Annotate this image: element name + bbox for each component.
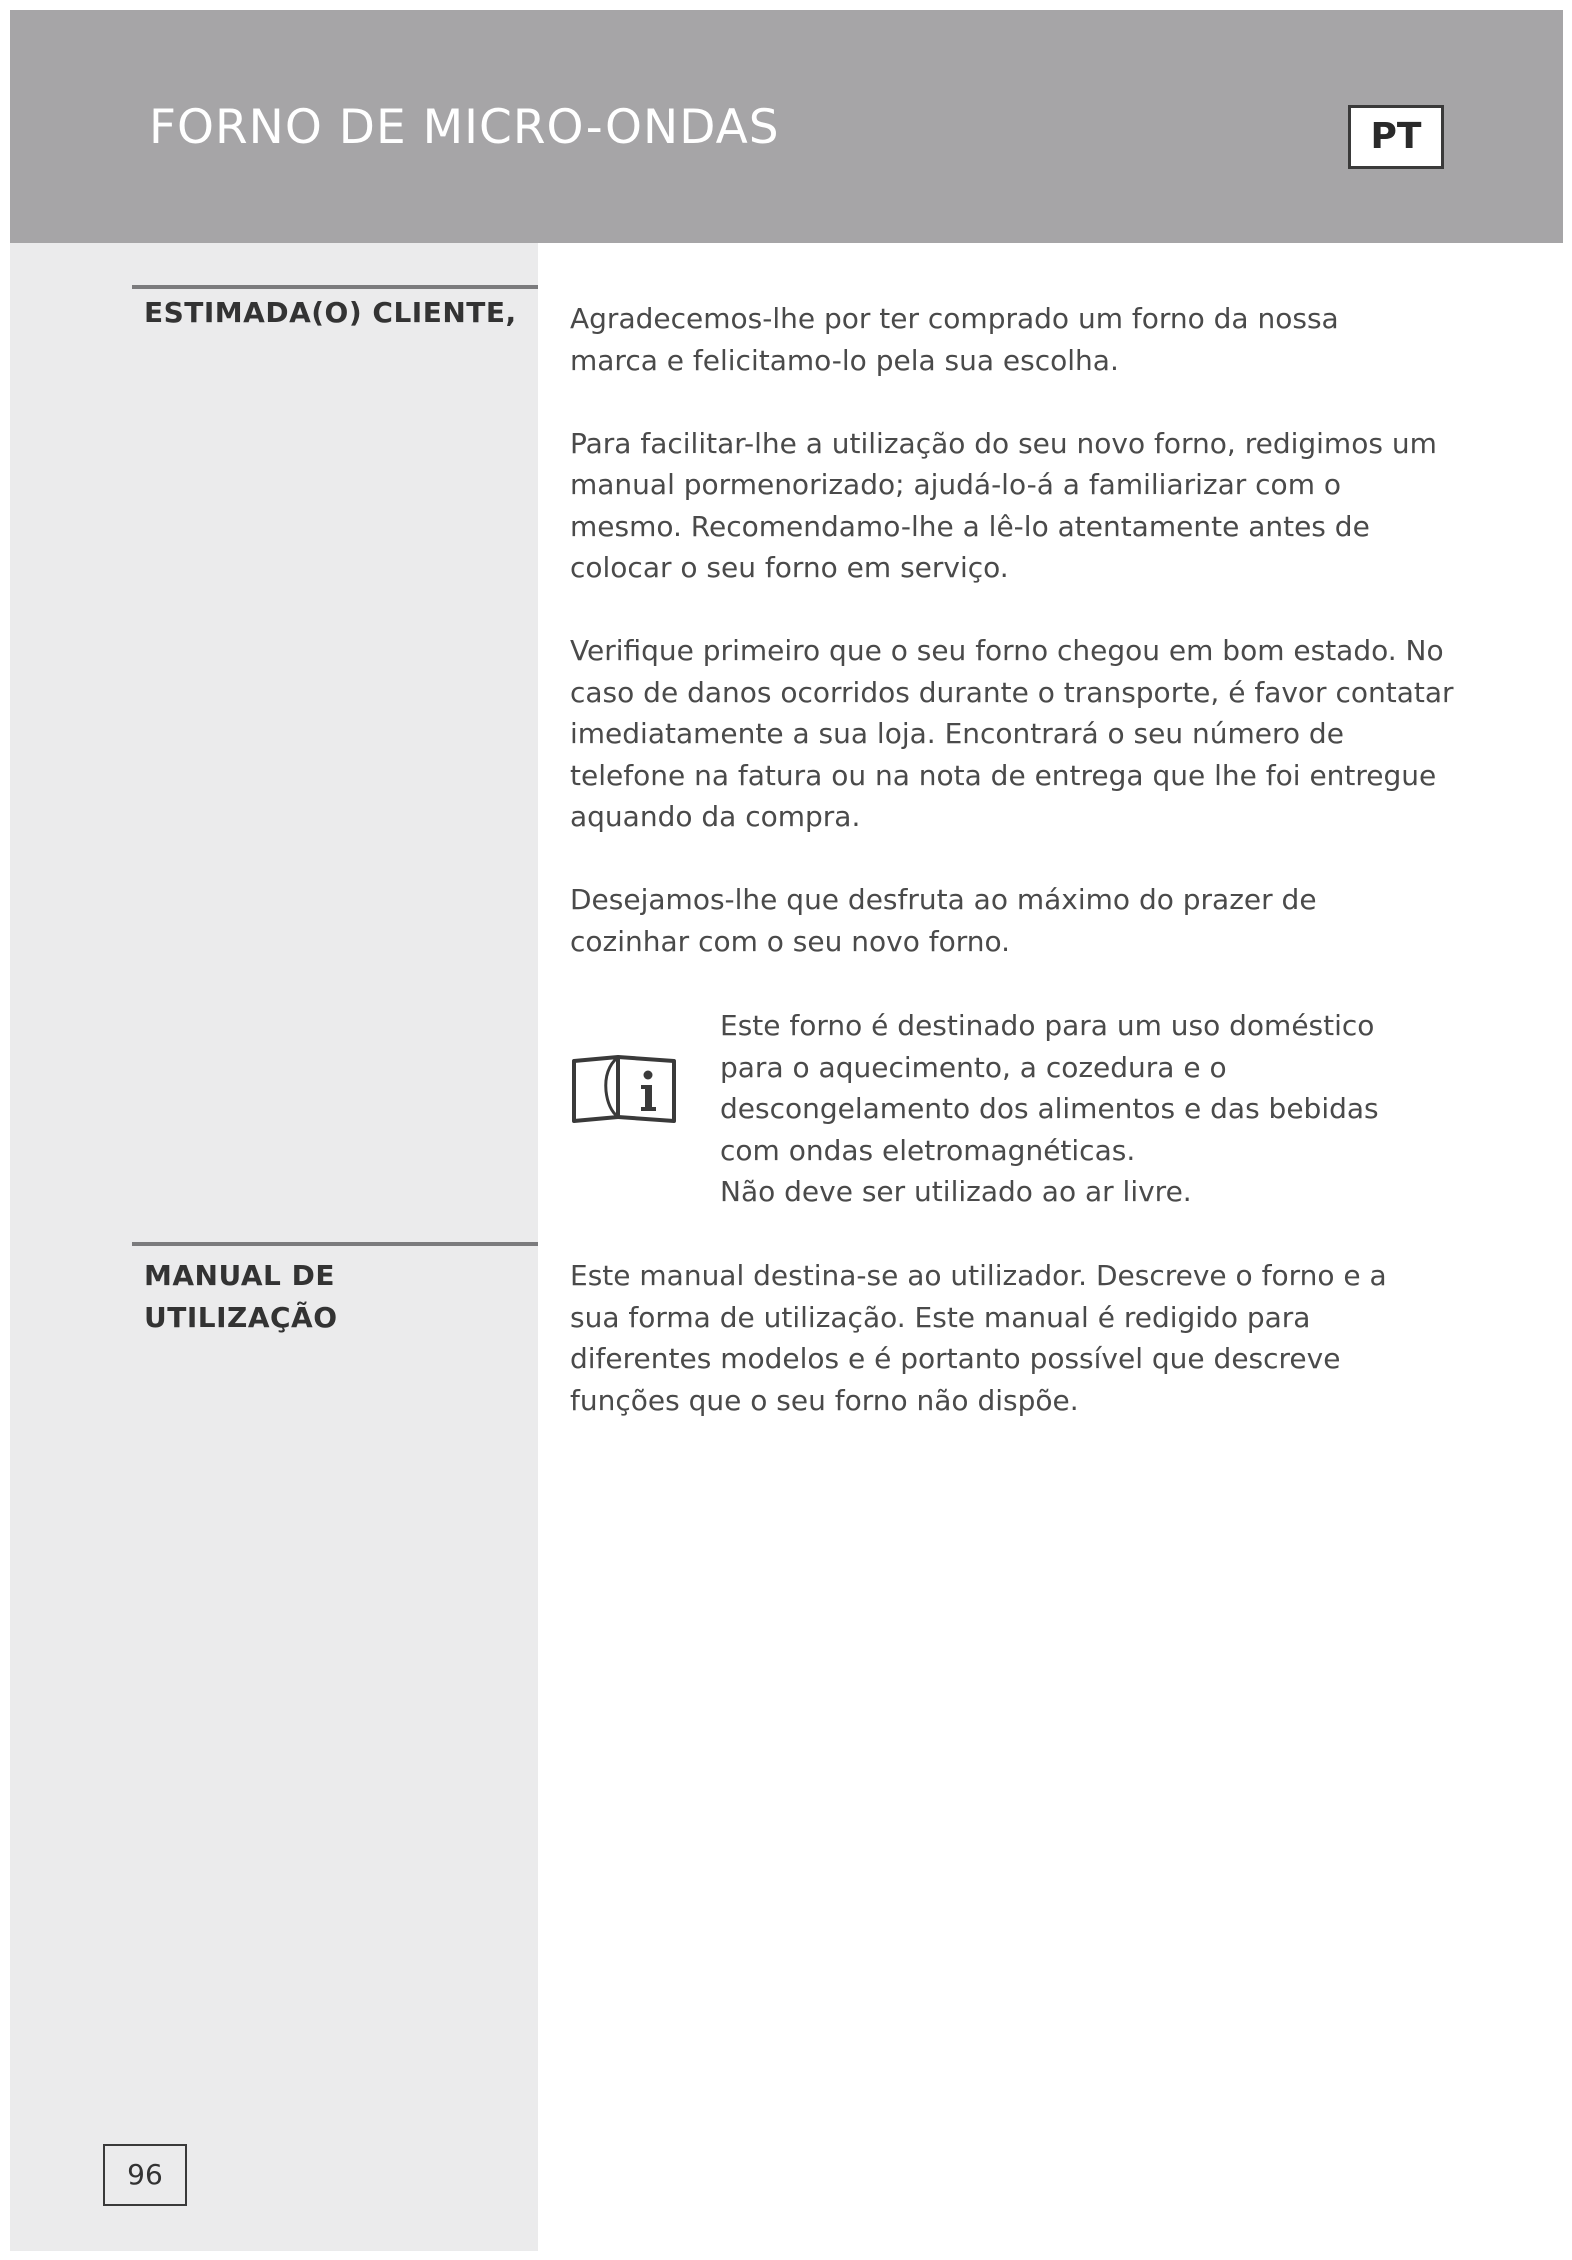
paragraph: Para facilitar-lhe a utilização do seu novo forno, redigimos um manual pormenorizado; ajudá-lo-á a familiarizar com o mesmo. Recomendamo-lhe a lê-lo atentamente antes de colocar o seu forno em serviço. xyxy=(570,426,1437,584)
notice-line: Este forno é destinado para um uso doméstico xyxy=(720,1009,1375,1042)
section-heading-customer xyxy=(144,292,517,334)
section-body-customer xyxy=(570,298,1470,1004)
notice-line: descongelamento dos alimentos e das bebidas xyxy=(720,1092,1379,1125)
section-heading-line: MANUAL DE xyxy=(144,1259,335,1292)
paragraph: Este manual destina-se ao utilizador. Descreve o forno e a sua forma de utilização. Este manual é redigido para diferentes modelos e é portanto possível que descreve funções que o seu forno não dispõe. xyxy=(570,1259,1387,1417)
section-divider xyxy=(132,1242,538,1246)
page-title: FORNO DE MICRO-ONDAS xyxy=(149,100,780,155)
paragraph: Desejamos-lhe que desfruta ao máximo do prazer de cozinhar com o seu novo forno. xyxy=(570,883,1317,958)
language-badge: PT xyxy=(1348,105,1444,169)
paragraph: Verifique primeiro que o seu forno chegou em bom estado. No caso de danos ocorridos durante o transporte, é favor contatar imediatamente a sua loja. Encontrará o seu número de telefone na fatura ou na nota de entrega que lhe foi entregue aquando da compra. xyxy=(570,634,1454,833)
section-body-manual xyxy=(570,1255,1470,1463)
sidebar-column xyxy=(10,243,538,2251)
notice-line: com ondas eletromagnéticas. xyxy=(720,1133,1136,1167)
page-number: 96 xyxy=(103,2144,187,2206)
section-heading-line: UTILIZAÇÃO xyxy=(144,1301,338,1334)
section-heading-manual xyxy=(144,1255,338,1339)
notice-line: para o aquecimento, a cozedura e o xyxy=(720,1050,1227,1084)
section-divider xyxy=(132,285,538,289)
section-heading-line: ESTIMADA(O) CLIENTE, xyxy=(144,296,517,329)
paragraph: Agradecemos-lhe por ter comprado um forno da nossa marca e felicitamo-lo pela sua escolha. xyxy=(570,302,1339,377)
notice-text xyxy=(720,1005,1460,1213)
page-header xyxy=(10,10,1563,243)
manual-info-icon xyxy=(570,1047,678,1127)
notice-line: Não deve ser utilizado ao ar livre. xyxy=(720,1175,1192,1208)
